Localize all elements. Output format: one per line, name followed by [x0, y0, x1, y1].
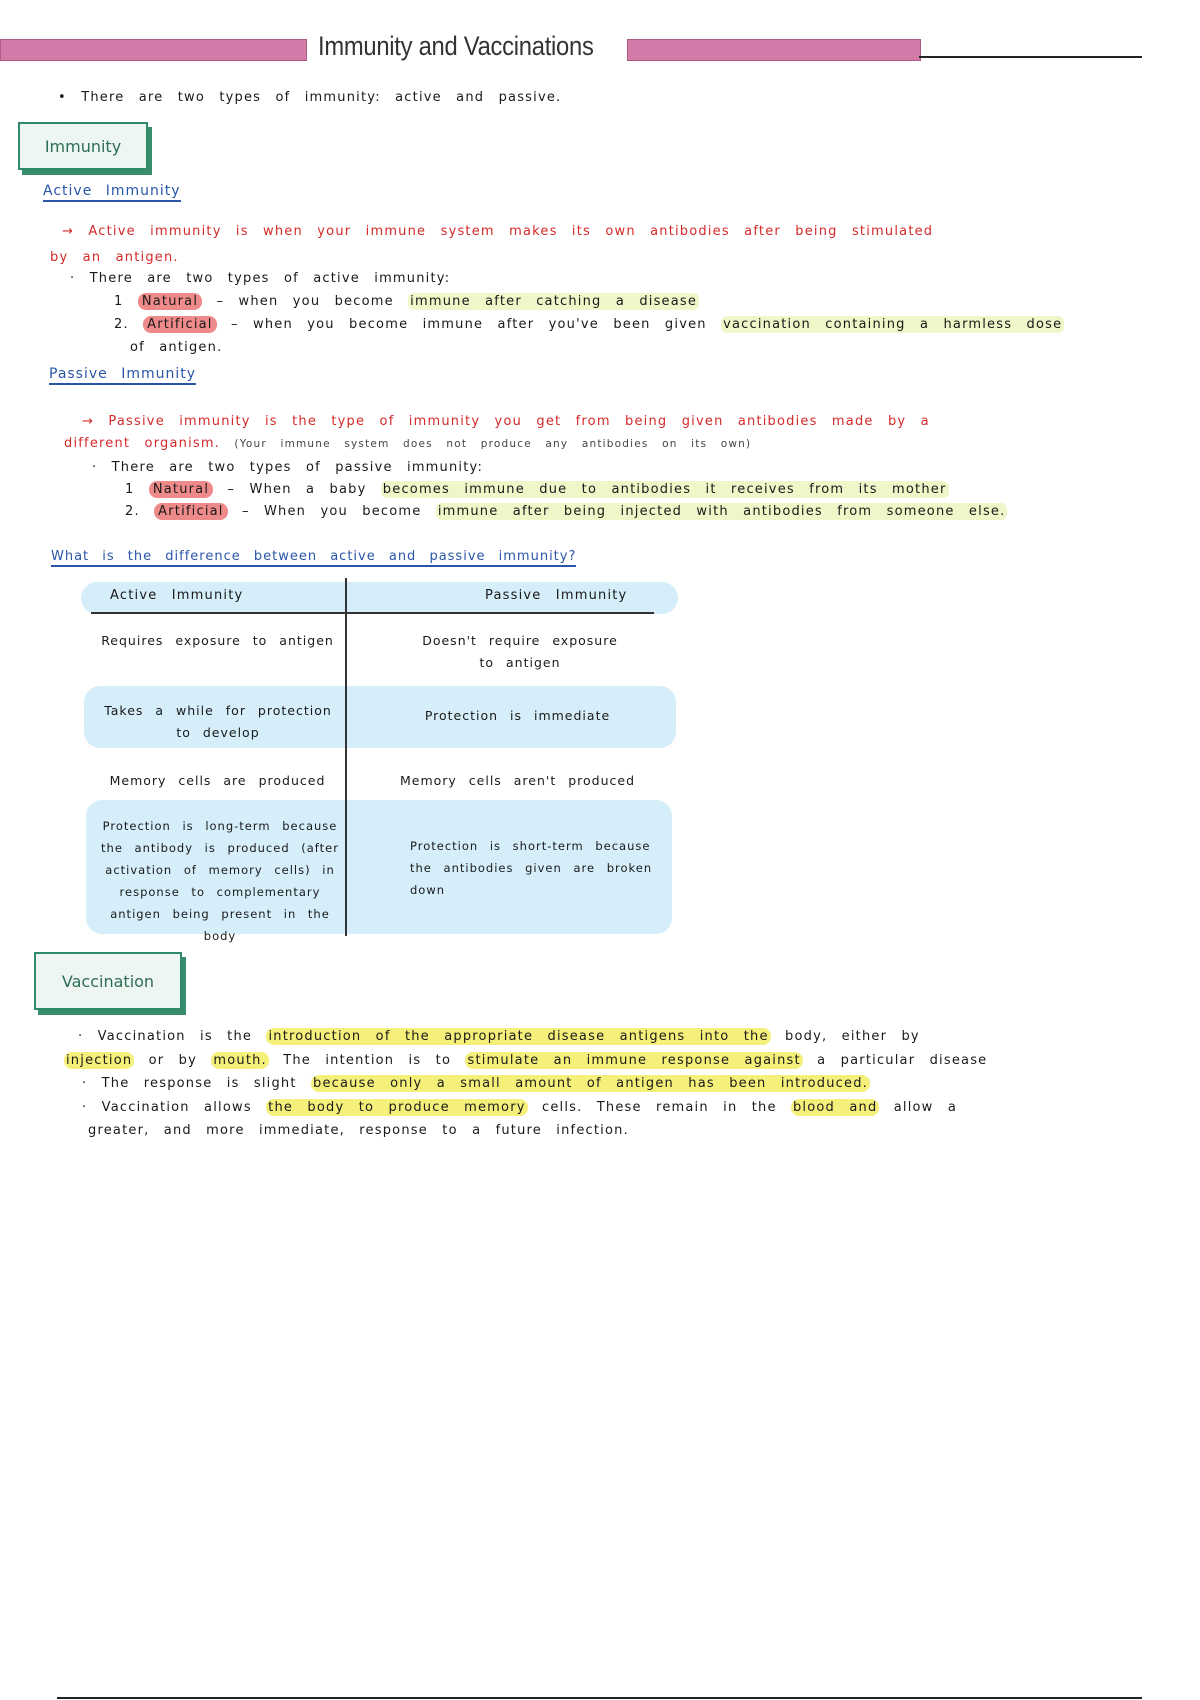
highlighted-text: introduction of the appropriate disease antigens into the	[268, 1029, 769, 1044]
title-bar-left	[0, 39, 307, 61]
text-segment: – When you become	[227, 504, 436, 519]
text-segment: 2.	[125, 504, 155, 519]
text-segment: body, either by	[770, 1029, 920, 1044]
highlighted-text: vaccination containing a harmless dose	[723, 317, 1063, 332]
highlighted-text: the body to produce memory	[268, 1100, 526, 1115]
highlighted-text: immune after catching a disease	[410, 294, 698, 309]
title-bar-right	[627, 39, 921, 61]
title-rule	[919, 56, 1142, 58]
highlighted-text: Natural	[138, 293, 202, 310]
table-divider	[345, 578, 347, 936]
text-segment: – when you become	[202, 294, 409, 309]
highlighted-text: immune after being injected with antibodies from someone else.	[437, 504, 1006, 519]
comparison-question: What is the difference between active and passive immunity?	[51, 549, 576, 567]
active-definition: → Active immunity is when your immune system makes its own antibodies after being stimulated	[62, 224, 934, 239]
active-item-artificial	[114, 317, 1064, 332]
text-segment: or by	[134, 1053, 212, 1068]
text-segment: a particular disease	[802, 1053, 988, 1068]
highlighted-text: injection	[66, 1053, 133, 1068]
text-segment: · Vaccination is the	[78, 1029, 267, 1044]
passive-definition-org: different organism.	[64, 436, 221, 451]
footer-rule	[57, 1697, 1142, 1699]
text-segment: – when you become immune after you've been given	[216, 317, 722, 332]
text-segment: – When a baby	[213, 482, 381, 497]
section-box-vaccination	[34, 952, 182, 1010]
table-cell: Protection is immediate	[424, 708, 611, 723]
passive-item-artificial	[125, 504, 1007, 519]
passive-types-intro: · There are two types of passive immunity:	[92, 460, 484, 475]
section-box-immunity	[18, 122, 148, 170]
vaccination-line	[82, 1100, 957, 1115]
active-definition-cont: by an antigen.	[50, 250, 179, 265]
table-cell: Protection is short-term because the antibodies given are broken down	[410, 839, 653, 897]
table-cell: Doesn't require exposure to antigen	[422, 633, 618, 670]
text-segment: 2.	[114, 317, 144, 332]
table-cell: Memory cells aren't produced	[399, 773, 636, 788]
passive-definition-cont	[64, 436, 751, 451]
highlighted-text: becomes immune due to antibodies it receives from its mother	[382, 482, 947, 497]
active-item-artificial-cont: of antigen.	[130, 340, 223, 355]
highlighted-text: blood and	[792, 1100, 878, 1115]
section-title: Immunity	[44, 136, 122, 156]
vaccination-line	[82, 1076, 870, 1091]
text-segment: allow a	[879, 1100, 958, 1115]
table-cell: Memory cells are produced	[109, 773, 326, 788]
passive-definition-note: (Your immune system does not produce any antibodies on its own)	[234, 438, 752, 450]
table-cell: Takes a while for protection to develop	[104, 703, 332, 740]
text-segment: 1	[125, 482, 149, 497]
section-title: Vaccination	[61, 971, 155, 991]
highlighted-text: Artificial	[143, 316, 216, 333]
table-header-rule	[91, 612, 654, 614]
table-header-passive: Passive Immunity	[485, 588, 628, 603]
vaccination-line	[78, 1029, 920, 1044]
passive-definition: → Passive immunity is the type of immunity you get from being given antibodies made by a	[82, 414, 930, 429]
text-segment: The intention is to	[268, 1053, 466, 1068]
page-title: Immunity and Vaccinations	[318, 31, 594, 61]
intro-bullet: • There are two types of immunity: active and passive.	[58, 90, 562, 105]
text-segment: · The response is slight	[82, 1076, 311, 1091]
table-header-active: Active Immunity	[110, 588, 244, 603]
text-segment: cells. These remain in the	[527, 1100, 791, 1115]
passive-item-natural	[125, 482, 949, 497]
highlighted-text: Artificial	[154, 503, 227, 520]
text-segment: · Vaccination allows	[82, 1100, 267, 1115]
subheading-active: Active Immunity	[43, 183, 181, 202]
vaccination-line	[64, 1053, 987, 1068]
text-segment: 1	[114, 294, 138, 309]
table-cell: Requires exposure to antigen	[101, 633, 334, 648]
active-item-natural	[114, 294, 699, 309]
subheading-passive: Passive Immunity	[49, 366, 196, 385]
highlighted-text: mouth.	[213, 1053, 267, 1068]
highlighted-text: stimulate an immune response against	[467, 1053, 801, 1068]
vaccination-line: greater, and more immediate, response to a future infection.	[88, 1123, 629, 1138]
table-cell: Protection is long-term because the antibody is produced (after activation of memory cells) in response to complementary antigen being present in the body	[101, 819, 339, 943]
highlighted-text: because only a small amount of antigen has been introduced.	[313, 1076, 868, 1091]
highlighted-text: Natural	[149, 481, 213, 498]
active-types-intro: · There are two types of active immunity:	[70, 271, 451, 286]
